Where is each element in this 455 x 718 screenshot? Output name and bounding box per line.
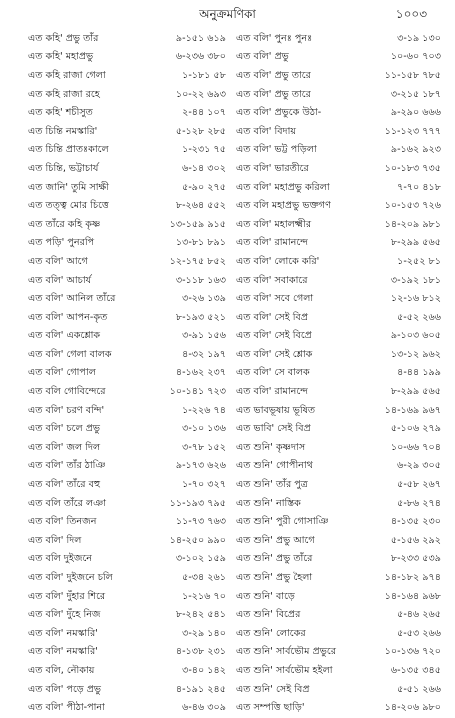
entry-reference: ১-২৩১ ৭৫: [182, 144, 226, 156]
index-entry: [28, 625, 226, 644]
entry-reference: ৫-১০৬ ২৭৯: [390, 423, 441, 435]
entry-reference: ৫-৪৬ ২৬৫: [397, 609, 441, 621]
index-entry: [236, 30, 441, 49]
entry-reference: ১-৭০ ৩২৭: [182, 479, 226, 491]
index-entry: [236, 588, 441, 607]
entry-reference: ৫-১২৮ ২৮৫: [175, 125, 226, 137]
entry-heading: এত শুনি' গোপীনাথ: [236, 460, 313, 472]
entry-reference: ৬-১৩৫ ৩৪৫: [390, 664, 441, 676]
index-entry: [28, 476, 226, 495]
index-entry: [28, 104, 226, 123]
index-entry: [236, 328, 441, 347]
index-entry: [236, 197, 441, 216]
entry-reference: ১০-৬০ ৭০৩: [390, 51, 441, 63]
entry-reference: ৯-১০৩ ৬০৫: [390, 330, 441, 342]
index-entry: [28, 402, 226, 421]
entry-heading: এত বলি' দুইজনে চলি: [28, 572, 113, 584]
index-entry: [236, 272, 441, 291]
entry-reference: ৯-১৫১ ৬১৯: [175, 32, 226, 44]
index-column-right: [236, 30, 441, 718]
index-column-left: [28, 30, 226, 718]
entry-reference: ৩-২৯ ১৪০: [182, 627, 226, 639]
entry-heading: এত শুনি' লোকের: [236, 627, 306, 639]
index-entry: [236, 86, 441, 105]
entry-reference: ৫-৫২ ২৬৬: [397, 311, 441, 323]
index-entry: [28, 49, 226, 68]
entry-reference: ৫-৯০ ২৭৫: [182, 181, 226, 193]
index-entry: [28, 532, 226, 551]
entry-reference: ১৪-২০৬ ৯৮০: [384, 702, 441, 714]
index-entry: [236, 104, 441, 123]
index-entry: [28, 123, 226, 142]
index-entry: [236, 346, 441, 365]
index-entry: [236, 606, 441, 625]
index-entry: [28, 606, 226, 625]
entry-reference: ৬-১৪ ৩০২: [182, 162, 226, 174]
index-entry: [236, 235, 441, 254]
index-entry: [28, 420, 226, 439]
entry-reference: ১০-১৪১ ৭২৩: [169, 386, 226, 398]
index-entry: [28, 699, 226, 718]
entry-heading: এত বলি' রামানন্দে: [236, 386, 308, 398]
entry-heading: এত চিন্তি নমস্কারি': [28, 125, 98, 137]
entry-reference: ৩-১০ ১৩৬: [182, 423, 226, 435]
entry-reference: ৫-৩৪ ২৬১: [182, 572, 226, 584]
entry-heading: এত বলি' তিনজন: [28, 516, 97, 528]
index-entry: [28, 216, 226, 235]
entry-reference: ১৪-১৬৪ ৯৬৮: [384, 590, 441, 602]
entry-heading: এত শুনি' কৃষ্ণদাস: [236, 441, 306, 453]
entry-heading: এত কহি' প্রভু তাঁর: [28, 32, 99, 44]
entry-reference: ২-৪৪ ১০৭: [182, 107, 226, 119]
entry-reference: ৫-১৫৬ ২৯২: [390, 534, 441, 546]
index-entry: [236, 142, 441, 161]
entry-reference: ১০-১৫৩ ৭২৬: [384, 200, 441, 212]
index-entry: [28, 142, 226, 161]
page-title: অনুক্রমণিকা: [199, 7, 256, 21]
entry-reference: ৫-৫১ ২৬৬: [397, 683, 441, 695]
index-entry: [28, 495, 226, 514]
entry-reference: ৩-৪০ ১৪২: [182, 664, 226, 676]
entry-heading: এত বলি' আপন-কৃত: [28, 311, 108, 323]
index-entry: [236, 681, 441, 700]
entry-heading: এত বলি' সবাকারে: [236, 274, 308, 286]
entry-heading: এত বলি' প্রভু: [236, 51, 289, 63]
entry-heading: এত শুনি' সেই বিপ্র: [236, 683, 310, 695]
entry-heading: এত বলি' সেই বিপ্র: [236, 311, 308, 323]
entry-reference: ১০-১৮৩ ৭৩৫: [384, 162, 441, 174]
entry-reference: ৫-৫৩ ২৬৬: [397, 627, 441, 639]
entry-reference: ১১-১২৩ ৭৭৭: [384, 125, 441, 137]
entry-reference: ১-১৮১ ৫৮: [182, 69, 226, 81]
index-entry: [28, 235, 226, 254]
page-number: ১০০৩: [395, 7, 427, 21]
index-entry: [236, 662, 441, 681]
entry-heading: এত বলি' পুনঃ পুনঃ: [236, 32, 313, 44]
entry-heading: এত বলি' চলে প্রভু: [28, 423, 101, 435]
entry-heading: এত কহি রাজা গেলা: [28, 69, 106, 81]
entry-heading: এত শুনি' বাড়ে: [236, 590, 295, 602]
index-entry: [236, 569, 441, 588]
entry-heading: এত বলি' বিদায়: [236, 125, 297, 137]
entry-reference: ৮-২৯৯ ৫৬৫: [390, 386, 441, 398]
entry-heading: এত ভাবভূষায় ভূষিত: [236, 404, 316, 416]
entry-reference: ১১-১৯৩ ৭৯৫: [169, 497, 226, 509]
index-entry: [236, 439, 441, 458]
entry-heading: এত শুনি' নাস্তিক: [236, 497, 301, 509]
index-entry: [28, 551, 226, 570]
entry-reference: ১২-১৭৫ ৮৫২: [169, 255, 226, 267]
entry-heading: এত বলি' সবে গেলা: [236, 293, 314, 305]
entry-reference: ১৩-৮১ ৮৯১: [175, 237, 226, 249]
index-entry: [236, 420, 441, 439]
entry-heading: এত বলি' আগে: [28, 255, 88, 267]
entry-heading: এত বলি মহাপ্রভু ভক্তগণ: [236, 200, 331, 212]
entry-heading: এত বলি' আচার্য: [28, 274, 92, 286]
entry-heading: এত বলি' গেলা বালক: [28, 348, 112, 360]
entry-heading: এত বলি' মহাপ্রভু করিলা: [236, 181, 330, 193]
entry-heading: এত শুনি' সার্বভৌম প্রভুরে: [236, 646, 336, 658]
index-entry: [236, 253, 441, 272]
entry-heading: এত বলি' প্রভু তারে: [236, 88, 311, 100]
index-entry: [28, 681, 226, 700]
index-entry: [28, 253, 226, 272]
entry-heading: এত বলি তাঁরে লঞা: [28, 497, 107, 509]
entry-heading: এত বলি' চরণ বন্দি': [28, 404, 105, 416]
entry-reference: ১-২৫২ ৮১: [397, 255, 441, 267]
entry-heading: এত বলি দুইজনে: [28, 553, 93, 565]
entry-heading: এত তত্ত্ব মোর চিত্তে: [28, 200, 109, 212]
entry-heading: এত জানি' তুমি সাক্ষী: [28, 181, 110, 193]
index-entry: [236, 123, 441, 142]
index-entry: [28, 309, 226, 328]
entry-reference: ৬-২৯ ৩০৫: [397, 460, 441, 472]
entry-reference: ৪-১৬২ ২৩৭: [175, 367, 226, 379]
entry-heading: এত বলি' সেই শ্লোক: [236, 348, 313, 360]
entry-reference: ১৪-২০৯ ৯৮১: [384, 218, 441, 230]
entry-reference: ৪-১৩৫ ২৩০: [390, 516, 441, 528]
index-entry: [236, 644, 441, 663]
entry-heading: এত বলি' তাঁরে বহু: [28, 479, 101, 491]
index-entry: [236, 179, 441, 198]
index-entry: [236, 216, 441, 235]
index-entry: [28, 290, 226, 309]
entry-reference: ১-২১৬ ৭০: [182, 590, 226, 602]
index-entry: [236, 495, 441, 514]
index-entry: [236, 160, 441, 179]
index-entry: [28, 439, 226, 458]
entry-heading: এত পড়ি' পুনরপি: [28, 237, 95, 249]
entry-reference: ৮-২৩৩ ৫৩৯: [390, 553, 441, 565]
index-entry: [28, 160, 226, 179]
entry-reference: ৪-৩২ ১৯৭: [182, 348, 226, 360]
entry-reference: ১২-১৬ ৮১২: [390, 293, 441, 305]
entry-reference: ৩-২৬ ১৩৯: [182, 293, 226, 305]
entry-heading: এত তাঁরে কহি কৃষ্ণ: [28, 218, 101, 230]
entry-reference: ১১-৭৩ ৭৬৩: [175, 516, 226, 528]
entry-reference: ১৩-১২ ৯৬২: [390, 348, 441, 360]
entry-heading: এত চিন্তি প্রাতঃকালে: [28, 144, 109, 156]
index-entry: [236, 309, 441, 328]
entry-heading: এত বলি' ভট্ট পড়িলা: [236, 144, 317, 156]
entry-reference: ৫-৫৮ ২৬৭: [397, 479, 441, 491]
entry-heading: এত শুনি' তাঁর পুত্র: [236, 479, 308, 491]
index-entry: [28, 197, 226, 216]
entry-reference: ১-২২৬ ৭৪: [182, 404, 226, 416]
page-header: [0, 0, 455, 30]
entry-reference: ১০-১৩৬ ৭২০: [384, 646, 441, 658]
entry-reference: ৯-১৭৩ ৬২৬: [175, 460, 226, 472]
entry-reference: ১৩-১৫৯ ৯১৫: [169, 218, 226, 230]
index-entry: [28, 662, 226, 681]
index-entry: [28, 328, 226, 347]
entry-heading: এত বলি' দিল: [28, 534, 82, 546]
entry-heading: এত কহি' শচীসুত: [28, 107, 93, 119]
entry-heading: এত শুনি' প্রভু তাঁরে: [236, 553, 313, 565]
index-entry: [236, 365, 441, 384]
entry-reference: ৮-১৯৩ ৫২১: [175, 311, 226, 323]
entry-heading: এত বলি' দুঁহার শিরে: [28, 590, 106, 602]
index-entry: [28, 569, 226, 588]
entry-reference: ১০-৬৬ ৭০৪: [390, 441, 441, 453]
index-entry: [28, 644, 226, 663]
entry-reference: ৬-২৩৬ ৩৮০: [175, 51, 226, 63]
entry-heading: এত বলি গোবিন্দেরে: [28, 386, 106, 398]
entry-reference: ১০-২২ ৬৯৩: [175, 88, 226, 100]
entry-reference: ১৪-১৬৯ ৯৬৭: [384, 404, 441, 416]
entry-heading: এত বলি' পীঠা-পানা: [28, 702, 105, 714]
entry-heading: এত শুনি' প্রভু হৈলা: [236, 572, 313, 584]
entry-heading: এত বলি' নমস্কারি': [28, 646, 98, 658]
index-entry: [236, 532, 441, 551]
index-entry: [236, 49, 441, 68]
entry-heading: এত বলি' সেই বিপ্রে: [236, 330, 312, 342]
entry-reference: ১৪-১৮২ ৯৭৪: [384, 572, 441, 584]
index-entry: [236, 476, 441, 495]
entry-heading: এত বলি' ভারতীরে: [236, 162, 309, 174]
entry-heading: এত সম্পত্তি ছাড়ি': [236, 702, 305, 714]
entry-heading: এত বলি' পড়ে প্রভু: [28, 683, 102, 695]
index-entry: [28, 346, 226, 365]
index-entry: [236, 625, 441, 644]
index-entry: [236, 551, 441, 570]
entry-reference: ৩-১১৮ ১৬৩: [175, 274, 226, 286]
entry-reference: ৪-১৯১ ২৪৫: [175, 683, 226, 695]
entry-reference: ৩-১০২ ১৫৯: [175, 553, 226, 565]
entry-reference: ১১-১৫৮ ৭৮৫: [384, 69, 441, 81]
index-entry: [236, 383, 441, 402]
entry-heading: এত চিন্তি, ভট্টাচার্য: [28, 162, 99, 174]
index-entry: [236, 513, 441, 532]
index-entry: [28, 272, 226, 291]
entry-reference: ৬-৪৬ ৩০৯: [182, 702, 226, 714]
entry-heading: এত বলি' সে বালক: [236, 367, 310, 379]
index-entry: [28, 588, 226, 607]
entry-heading: এত বলি' লোকে করি': [236, 255, 320, 267]
entry-heading: এত বলি' প্রভুকে উঠা-: [236, 107, 322, 119]
index-entry: [28, 179, 226, 198]
entry-reference: ৫-৮৬ ২৭৪: [397, 497, 441, 509]
entry-reference: ৩-১৯ ১৩০: [397, 32, 441, 44]
entry-heading: এত শুনি' প্রভু আগে: [236, 534, 315, 546]
index-entry: [28, 383, 226, 402]
entry-reference: ৩-২১৫ ১৮৭: [390, 88, 441, 100]
entry-reference: ৭-৭০ ৪১৮: [397, 181, 441, 193]
entry-heading: এত কহি' মহাপ্রভু: [28, 51, 94, 63]
entry-heading: এত শুনি' বিপ্রের: [236, 609, 301, 621]
index-entry: [28, 365, 226, 384]
entry-heading: এত বলি' তাঁর ঠাঞি: [28, 460, 106, 472]
index-entry: [28, 458, 226, 477]
entry-heading: এত বলি' আনিল তাঁরে: [28, 293, 116, 305]
entry-heading: এত বলি' জল দিল: [28, 441, 101, 453]
entry-heading: এত বলি' রামানন্দে: [236, 237, 308, 249]
entry-heading: এত বলি' নমস্কারি': [28, 627, 98, 639]
entry-reference: ৯-২৯০ ৬৬৬: [390, 107, 441, 119]
index-entry: [236, 458, 441, 477]
index-entry: [28, 30, 226, 49]
entry-heading: এত বলি' প্রভু তারে: [236, 69, 311, 81]
index-entry: [28, 513, 226, 532]
entry-reference: ৩-৯১ ১৫৬: [182, 330, 226, 342]
entry-reference: ১৪-২৫০ ৯৯০: [169, 534, 226, 546]
entry-heading: এত কহি রাজা রহে: [28, 88, 100, 100]
index-entry: [28, 67, 226, 86]
entry-reference: ৮-২৪২ ৫৪১: [175, 609, 226, 621]
entry-heading: এত বলি' গোপাল: [28, 367, 96, 379]
entry-heading: এত বলি' মহালক্ষ্মীর: [236, 218, 312, 230]
index-entry: [236, 699, 441, 718]
entry-reference: ৮-২৬৪ ৫৫২: [175, 200, 226, 212]
entry-heading: এত বলি, নৌকায়: [28, 664, 95, 676]
entry-heading: এত বলি' একশ্লোক: [28, 330, 101, 342]
index-entry: [28, 86, 226, 105]
entry-reference: ৪-৪৪ ১৯৯: [397, 367, 441, 379]
entry-reference: ৪-১৩৮ ২৩১: [175, 646, 226, 658]
entry-reference: ৩-১৯২ ১৮১: [390, 274, 441, 286]
entry-heading: এত ভাবি' সেই বিপ্র: [236, 423, 311, 435]
entry-reference: ৯-১৬২ ৯২৩: [390, 144, 441, 156]
entry-heading: এত বলি' দুঁহে নিজ: [28, 609, 101, 621]
index-entry: [236, 67, 441, 86]
entry-reference: ৩-৭৮ ১৫২: [182, 441, 226, 453]
index-entry: [236, 402, 441, 421]
entry-heading: এত শুনি' সার্বভৌম হইলা: [236, 664, 333, 676]
entry-heading: এত শুনি' পুরী গোসাঞি: [236, 516, 329, 528]
index-entry: [236, 290, 441, 309]
entry-reference: ৮-২৯৯ ৫৬৫: [390, 237, 441, 249]
